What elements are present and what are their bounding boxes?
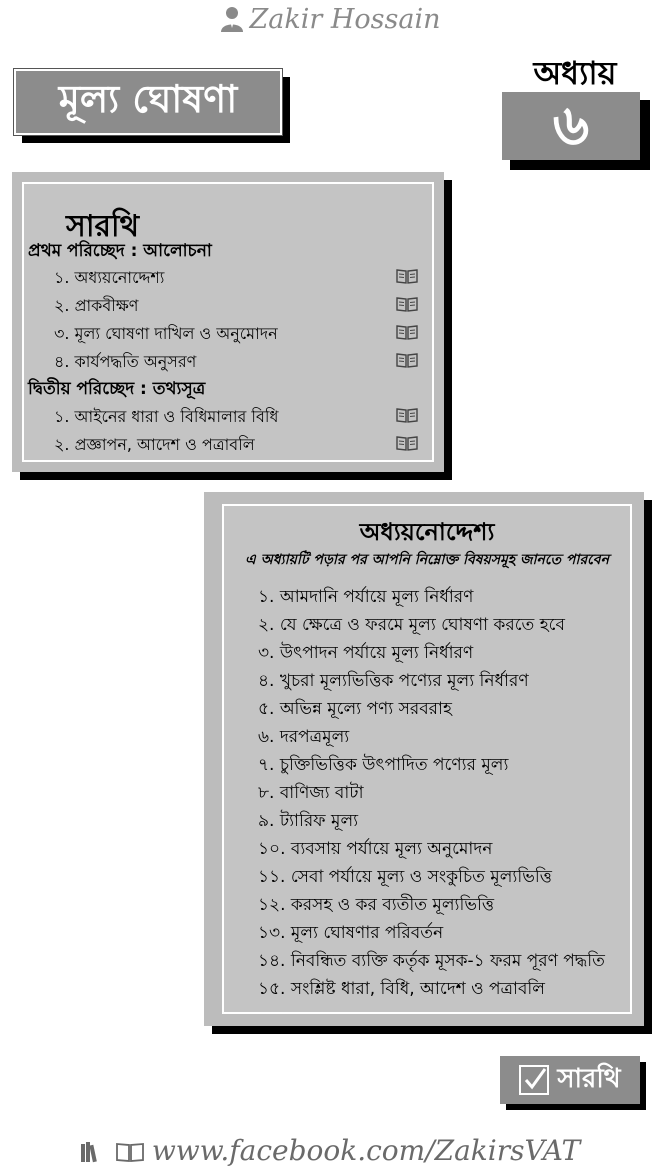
toc-item[interactable] xyxy=(54,265,422,289)
toc-item[interactable] xyxy=(54,432,422,456)
toc-item-label: ৪. কার্যপদ্ধতি অনুসরণ xyxy=(54,352,197,371)
objective-item: ৮. বাণিজ্য বাটা xyxy=(258,783,364,803)
chapter-title-text: মূল্য ঘোষণা xyxy=(58,77,238,121)
toc-section-title: দ্বিতীয় পরিচ্ছেদ : তথ্যসূত্র xyxy=(28,379,206,399)
objective-item: ৬. দরপত্রমূল্য xyxy=(258,727,350,747)
sarathi-badge[interactable] xyxy=(500,1056,640,1104)
objective-item: ১. আমদানি পর্যায়ে মূল্য নির্ধারণ xyxy=(258,587,474,607)
toc-item-label: ১. আইনের ধারা ও বিধিমালার বিধি xyxy=(54,407,279,426)
toc-heading: সারথি xyxy=(66,209,140,244)
author-name: Zakir Hossain xyxy=(249,4,441,35)
author-header xyxy=(0,4,660,35)
toc-inner xyxy=(22,182,434,462)
toc-item-label: ১. অধ্যয়নোদ্দেশ্য xyxy=(54,268,165,287)
chapter-title xyxy=(14,69,282,135)
objective-item: ৭. চুক্তিভিত্তিক উৎপাদিত পণ্যের মূল্য xyxy=(258,755,509,775)
toc-panel xyxy=(12,172,444,472)
toc-item-label: ৩. মূল্য ঘোষণা দাখিল ও অনুমোদন xyxy=(54,324,278,343)
chapter-number-box xyxy=(502,92,640,160)
toc-item[interactable] xyxy=(54,404,422,428)
checkbox-icon xyxy=(519,1065,549,1095)
toc-item[interactable] xyxy=(54,321,422,345)
footer-url[interactable]: www.facebook.com/ZakirsVAT xyxy=(151,1134,581,1167)
objectives-heading: অধ্যয়নোদ্দেশ্য xyxy=(359,518,495,546)
chapter-label: অধ্যায় xyxy=(533,54,617,92)
toc-item[interactable] xyxy=(54,293,422,317)
objective-item: ১২. করসহ ও কর ব্যতীত মূল্যভিত্তি xyxy=(258,895,495,915)
objective-item: ১৪. নিবন্ধিত ব্যক্তি কর্তৃক মূসক-১ ফরম পূরণ পদ্ধতি xyxy=(258,951,605,971)
book-icon xyxy=(116,1141,144,1163)
objective-item: ১৫. সংশ্লিষ্ট ধারা, বিধি, আদেশ ও পত্রাবলি xyxy=(258,979,545,999)
objective-item: ২. যে ক্ষেত্রে ও ফরমে মূল্য ঘোষণা করতে হবে xyxy=(258,615,565,635)
book-icon xyxy=(396,352,418,368)
book-icon xyxy=(396,407,418,423)
toc-item-label: ২. প্রজ্ঞাপন, আদেশ ও পত্রাবলি xyxy=(54,435,255,454)
objective-item: ১০. ব্যবসায় পর্যায়ে মূল্য অনুমোদন xyxy=(258,839,493,859)
objective-item: ৫. অভিন্ন মূল্যে পণ্য সরবরাহ xyxy=(258,699,452,719)
book-icon xyxy=(396,435,418,451)
objective-item: ১১. সেবা পর্যায়ে মূল্য ও সংকুচিত মূল্যভিত্তি xyxy=(258,867,552,887)
objectives-panel xyxy=(204,492,644,1026)
person-icon xyxy=(220,6,244,32)
objective-item: ১৩. মূল্য ঘোষণার পরিবর্তন xyxy=(258,923,444,943)
toc-section-title: প্রথম পরিচ্ছেদ : আলোচনা xyxy=(28,241,212,261)
book-icon xyxy=(396,296,418,312)
chapter-number: ৬ xyxy=(552,93,590,158)
toc-item[interactable] xyxy=(54,349,422,373)
footer xyxy=(0,1134,660,1167)
book-icon xyxy=(396,268,418,284)
objectives-inner xyxy=(222,504,632,1014)
objective-item: ৩. উৎপাদন পর্যায়ে মূল্য নির্ধারণ xyxy=(258,643,474,663)
sarathi-badge-label: সারথি xyxy=(557,1064,621,1094)
objective-item: ৪. খুচরা মূল্যভিত্তিক পণ্যের মূল্য নির্ধারণ xyxy=(258,671,529,691)
library-icon xyxy=(80,1141,108,1163)
objective-item: ৯. ট্যারিফ মূল্য xyxy=(258,811,359,831)
toc-item-label: ২. প্রাকবীক্ষণ xyxy=(54,296,139,315)
book-icon xyxy=(396,324,418,340)
objectives-subtitle: এ অধ্যায়টি পড়ার পর আপনি নিম্নোক্ত বিষয়সমূহ জানতে পারবেন xyxy=(245,552,609,568)
